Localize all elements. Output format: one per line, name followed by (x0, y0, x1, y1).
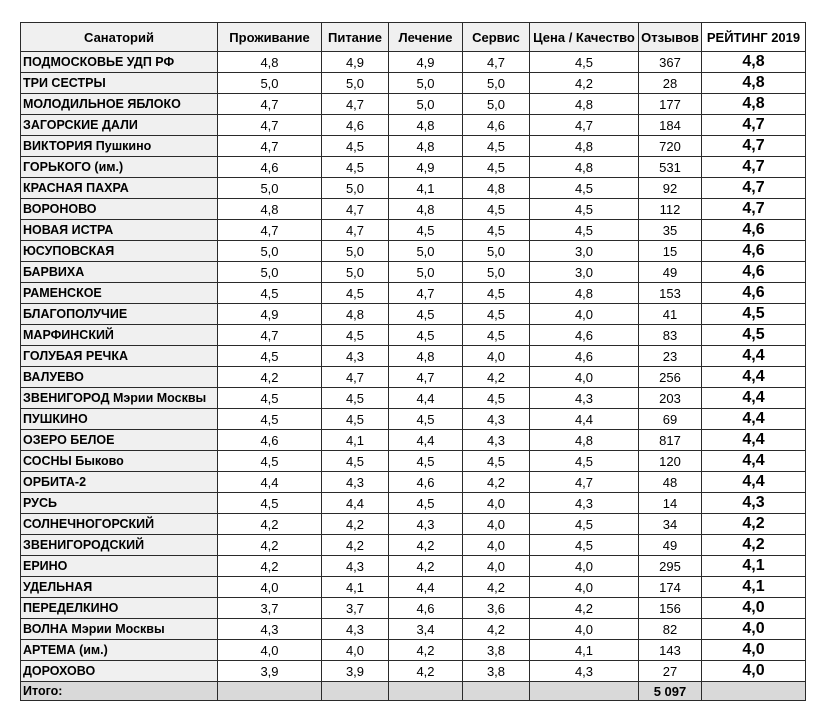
table-row (21, 472, 806, 493)
cell-service: 4,5 (463, 283, 530, 304)
cell-service: 4,0 (463, 514, 530, 535)
cell-living: 5,0 (218, 73, 322, 94)
cell-sanatorium-name: ОЗЕРО БЕЛОЕ (21, 430, 218, 451)
table-row (21, 556, 806, 577)
cell-sanatorium-name: РУСЬ (21, 493, 218, 514)
total-empty-cell (530, 682, 639, 701)
cell-service: 4,7 (463, 52, 530, 73)
cell-service: 4,0 (463, 556, 530, 577)
cell-service: 4,0 (463, 535, 530, 556)
cell-sanatorium-name: ВАЛУЕВО (21, 367, 218, 388)
cell-price-quality: 4,1 (530, 640, 639, 661)
cell-treatment: 4,5 (389, 451, 463, 472)
cell-food: 4,5 (322, 157, 389, 178)
table-row (21, 535, 806, 556)
cell-sanatorium-name: БАРВИХА (21, 262, 218, 283)
cell-rating: 4,4 (702, 346, 806, 367)
cell-price-quality: 4,5 (530, 178, 639, 199)
cell-food: 4,7 (322, 220, 389, 241)
table-row (21, 325, 806, 346)
cell-service: 4,2 (463, 367, 530, 388)
cell-reviews: 256 (639, 367, 702, 388)
cell-reviews: 69 (639, 409, 702, 430)
cell-treatment: 4,2 (389, 640, 463, 661)
cell-sanatorium-name: ВОЛНА Мэрии Москвы (21, 619, 218, 640)
cell-price-quality: 4,8 (530, 283, 639, 304)
cell-price-quality: 3,0 (530, 241, 639, 262)
cell-reviews: 174 (639, 577, 702, 598)
cell-price-quality: 4,2 (530, 598, 639, 619)
cell-reviews: 23 (639, 346, 702, 367)
cell-living: 4,2 (218, 514, 322, 535)
cell-sanatorium-name: НОВАЯ ИСТРА (21, 220, 218, 241)
cell-rating: 4,7 (702, 199, 806, 220)
cell-price-quality: 4,3 (530, 493, 639, 514)
cell-living: 4,7 (218, 220, 322, 241)
cell-price-quality: 4,0 (530, 619, 639, 640)
cell-rating: 4,4 (702, 367, 806, 388)
cell-living: 4,0 (218, 577, 322, 598)
cell-price-quality: 4,5 (530, 220, 639, 241)
cell-rating: 4,4 (702, 388, 806, 409)
cell-service: 4,8 (463, 178, 530, 199)
cell-food: 4,8 (322, 304, 389, 325)
table-row (21, 367, 806, 388)
cell-food: 4,7 (322, 367, 389, 388)
cell-service: 5,0 (463, 262, 530, 283)
table-row (21, 514, 806, 535)
cell-living: 4,5 (218, 451, 322, 472)
cell-price-quality: 4,7 (530, 115, 639, 136)
cell-service: 4,5 (463, 304, 530, 325)
cell-living: 3,7 (218, 598, 322, 619)
cell-rating: 4,6 (702, 220, 806, 241)
cell-sanatorium-name: СОСНЫ Быково (21, 451, 218, 472)
cell-reviews: 120 (639, 451, 702, 472)
table-row (21, 346, 806, 367)
cell-reviews: 34 (639, 514, 702, 535)
cell-treatment: 4,8 (389, 199, 463, 220)
table-row (21, 451, 806, 472)
cell-living: 4,5 (218, 388, 322, 409)
cell-reviews: 153 (639, 283, 702, 304)
cell-price-quality: 4,8 (530, 157, 639, 178)
table-row (21, 409, 806, 430)
cell-treatment: 4,5 (389, 493, 463, 514)
cell-reviews: 184 (639, 115, 702, 136)
cell-food: 4,9 (322, 52, 389, 73)
cell-reviews: 15 (639, 241, 702, 262)
cell-reviews: 143 (639, 640, 702, 661)
cell-living: 4,6 (218, 430, 322, 451)
cell-food: 4,5 (322, 325, 389, 346)
cell-treatment: 4,5 (389, 304, 463, 325)
table-row (21, 178, 806, 199)
cell-price-quality: 4,5 (530, 199, 639, 220)
cell-living: 4,2 (218, 367, 322, 388)
cell-living: 5,0 (218, 262, 322, 283)
cell-living: 3,9 (218, 661, 322, 682)
table-row (21, 661, 806, 682)
cell-reviews: 177 (639, 94, 702, 115)
cell-rating: 4,7 (702, 178, 806, 199)
table-row (21, 241, 806, 262)
cell-rating: 4,6 (702, 241, 806, 262)
table-row (21, 493, 806, 514)
table-row (21, 199, 806, 220)
cell-reviews: 49 (639, 262, 702, 283)
cell-sanatorium-name: ГОЛУБАЯ РЕЧКА (21, 346, 218, 367)
cell-price-quality: 4,7 (530, 472, 639, 493)
cell-price-quality: 4,5 (530, 52, 639, 73)
cell-food: 5,0 (322, 241, 389, 262)
cell-reviews: 27 (639, 661, 702, 682)
cell-food: 4,1 (322, 430, 389, 451)
cell-rating: 4,1 (702, 577, 806, 598)
cell-living: 4,2 (218, 556, 322, 577)
cell-living: 4,6 (218, 157, 322, 178)
cell-food: 4,3 (322, 346, 389, 367)
cell-food: 4,5 (322, 409, 389, 430)
cell-service: 4,0 (463, 346, 530, 367)
cell-food: 4,5 (322, 136, 389, 157)
cell-food: 4,3 (322, 619, 389, 640)
cell-treatment: 5,0 (389, 73, 463, 94)
cell-service: 4,2 (463, 577, 530, 598)
cell-service: 5,0 (463, 73, 530, 94)
cell-sanatorium-name: БЛАГОПОЛУЧИЕ (21, 304, 218, 325)
cell-reviews: 112 (639, 199, 702, 220)
cell-reviews: 203 (639, 388, 702, 409)
cell-living: 4,0 (218, 640, 322, 661)
cell-reviews: 14 (639, 493, 702, 514)
cell-sanatorium-name: ОРБИТА-2 (21, 472, 218, 493)
cell-living: 4,2 (218, 535, 322, 556)
cell-reviews: 367 (639, 52, 702, 73)
table-row (21, 115, 806, 136)
cell-treatment: 4,5 (389, 409, 463, 430)
cell-sanatorium-name: РАМЕНСКОЕ (21, 283, 218, 304)
cell-rating: 4,0 (702, 661, 806, 682)
cell-sanatorium-name: ЗАГОРСКИЕ ДАЛИ (21, 115, 218, 136)
cell-service: 4,5 (463, 451, 530, 472)
cell-price-quality: 4,4 (530, 409, 639, 430)
cell-service: 4,5 (463, 220, 530, 241)
total-reviews: 5 097 (639, 682, 702, 701)
header-sanatorium: Санаторий (21, 23, 218, 52)
table-row (21, 136, 806, 157)
cell-treatment: 4,4 (389, 430, 463, 451)
cell-treatment: 4,8 (389, 115, 463, 136)
cell-living: 4,7 (218, 325, 322, 346)
cell-living: 4,5 (218, 409, 322, 430)
cell-reviews: 49 (639, 535, 702, 556)
cell-living: 4,7 (218, 94, 322, 115)
table-row (21, 388, 806, 409)
total-empty-cell (322, 682, 389, 701)
cell-treatment: 4,5 (389, 325, 463, 346)
table-row (21, 94, 806, 115)
header-reviews: Отзывов (639, 23, 702, 52)
table-row (21, 619, 806, 640)
cell-service: 4,6 (463, 115, 530, 136)
cell-rating: 4,2 (702, 514, 806, 535)
cell-treatment: 4,4 (389, 388, 463, 409)
cell-rating: 4,5 (702, 325, 806, 346)
cell-treatment: 4,4 (389, 577, 463, 598)
header-price-quality: Цена / Качество (530, 23, 639, 52)
cell-food: 3,7 (322, 598, 389, 619)
total-empty-cell (218, 682, 322, 701)
cell-treatment: 4,8 (389, 136, 463, 157)
cell-food: 5,0 (322, 262, 389, 283)
cell-rating: 4,3 (702, 493, 806, 514)
cell-rating: 4,0 (702, 619, 806, 640)
cell-reviews: 41 (639, 304, 702, 325)
cell-reviews: 720 (639, 136, 702, 157)
cell-treatment: 4,7 (389, 283, 463, 304)
cell-treatment: 5,0 (389, 262, 463, 283)
cell-reviews: 156 (639, 598, 702, 619)
cell-reviews: 817 (639, 430, 702, 451)
cell-price-quality: 4,6 (530, 346, 639, 367)
cell-food: 4,2 (322, 514, 389, 535)
cell-food: 4,3 (322, 472, 389, 493)
table-row (21, 262, 806, 283)
cell-price-quality: 4,8 (530, 136, 639, 157)
cell-food: 5,0 (322, 73, 389, 94)
header-living: Проживание (218, 23, 322, 52)
cell-reviews: 295 (639, 556, 702, 577)
cell-service: 3,8 (463, 640, 530, 661)
cell-sanatorium-name: МАРФИНСКИЙ (21, 325, 218, 346)
cell-sanatorium-name: ЗВЕНИГОРОДСКИЙ (21, 535, 218, 556)
cell-reviews: 531 (639, 157, 702, 178)
cell-treatment: 4,6 (389, 472, 463, 493)
cell-price-quality: 4,6 (530, 325, 639, 346)
cell-service: 4,3 (463, 430, 530, 451)
cell-rating: 4,1 (702, 556, 806, 577)
cell-living: 4,3 (218, 619, 322, 640)
cell-service: 4,2 (463, 619, 530, 640)
cell-treatment: 4,2 (389, 535, 463, 556)
cell-service: 4,2 (463, 472, 530, 493)
cell-price-quality: 4,2 (530, 73, 639, 94)
cell-price-quality: 4,3 (530, 661, 639, 682)
table-row (21, 598, 806, 619)
cell-service: 4,3 (463, 409, 530, 430)
cell-rating: 4,7 (702, 157, 806, 178)
cell-rating: 4,8 (702, 73, 806, 94)
cell-service: 5,0 (463, 241, 530, 262)
cell-rating: 4,7 (702, 115, 806, 136)
cell-price-quality: 4,8 (530, 94, 639, 115)
cell-sanatorium-name: ПУШКИНО (21, 409, 218, 430)
header-rating: РЕЙТИНГ 2019 (702, 23, 806, 52)
cell-living: 4,5 (218, 346, 322, 367)
cell-food: 4,5 (322, 388, 389, 409)
cell-treatment: 4,3 (389, 514, 463, 535)
cell-rating: 4,6 (702, 262, 806, 283)
cell-food: 4,5 (322, 451, 389, 472)
cell-reviews: 48 (639, 472, 702, 493)
cell-price-quality: 4,0 (530, 556, 639, 577)
cell-price-quality: 4,0 (530, 367, 639, 388)
cell-rating: 4,4 (702, 472, 806, 493)
header-row (21, 23, 806, 52)
cell-reviews: 35 (639, 220, 702, 241)
cell-service: 4,5 (463, 136, 530, 157)
cell-service: 4,5 (463, 325, 530, 346)
cell-living: 4,5 (218, 283, 322, 304)
cell-rating: 4,4 (702, 451, 806, 472)
cell-reviews: 28 (639, 73, 702, 94)
cell-treatment: 5,0 (389, 241, 463, 262)
cell-service: 3,6 (463, 598, 530, 619)
cell-treatment: 4,2 (389, 661, 463, 682)
cell-food: 4,6 (322, 115, 389, 136)
table-row (21, 640, 806, 661)
table-row (21, 283, 806, 304)
cell-treatment: 3,4 (389, 619, 463, 640)
cell-sanatorium-name: АРТЕМА (им.) (21, 640, 218, 661)
cell-living: 4,8 (218, 52, 322, 73)
header-treatment: Лечение (389, 23, 463, 52)
cell-service: 4,5 (463, 388, 530, 409)
table-body (21, 52, 806, 682)
cell-living: 4,5 (218, 493, 322, 514)
cell-sanatorium-name: ГОРЬКОГО (им.) (21, 157, 218, 178)
cell-price-quality: 4,8 (530, 430, 639, 451)
cell-sanatorium-name: ПОДМОСКОВЬЕ УДП РФ (21, 52, 218, 73)
cell-treatment: 4,6 (389, 598, 463, 619)
cell-treatment: 4,7 (389, 367, 463, 388)
cell-food: 4,3 (322, 556, 389, 577)
cell-living: 5,0 (218, 241, 322, 262)
table-row (21, 430, 806, 451)
cell-food: 4,7 (322, 94, 389, 115)
cell-sanatorium-name: ЗВЕНИГОРОД Мэрии Москвы (21, 388, 218, 409)
cell-rating: 4,4 (702, 430, 806, 451)
table-row (21, 577, 806, 598)
cell-living: 5,0 (218, 178, 322, 199)
total-label: Итого: (21, 682, 218, 701)
table-row (21, 73, 806, 94)
cell-rating: 4,2 (702, 535, 806, 556)
cell-sanatorium-name: ЕРИНО (21, 556, 218, 577)
cell-sanatorium-name: ВИКТОРИЯ Пушкино (21, 136, 218, 157)
cell-sanatorium-name: ЮСУПОВСКАЯ (21, 241, 218, 262)
cell-price-quality: 4,0 (530, 577, 639, 598)
cell-sanatorium-name: ВОРОНОВО (21, 199, 218, 220)
cell-food: 5,0 (322, 178, 389, 199)
cell-treatment: 4,8 (389, 346, 463, 367)
cell-living: 4,7 (218, 136, 322, 157)
cell-service: 4,5 (463, 199, 530, 220)
header-service: Сервис (463, 23, 530, 52)
cell-rating: 4,0 (702, 640, 806, 661)
cell-sanatorium-name: УДЕЛЬНАЯ (21, 577, 218, 598)
cell-sanatorium-name: ДОРОХОВО (21, 661, 218, 682)
header-food: Питание (322, 23, 389, 52)
table-row (21, 52, 806, 73)
cell-food: 4,5 (322, 283, 389, 304)
table-row (21, 220, 806, 241)
cell-treatment: 4,2 (389, 556, 463, 577)
cell-rating: 4,0 (702, 598, 806, 619)
cell-sanatorium-name: МОЛОДИЛЬНОЕ ЯБЛОКО (21, 94, 218, 115)
cell-reviews: 92 (639, 178, 702, 199)
cell-treatment: 4,5 (389, 220, 463, 241)
cell-living: 4,8 (218, 199, 322, 220)
cell-price-quality: 4,5 (530, 451, 639, 472)
cell-rating: 4,6 (702, 283, 806, 304)
cell-living: 4,7 (218, 115, 322, 136)
total-row (21, 682, 806, 701)
cell-rating: 4,7 (702, 136, 806, 157)
cell-price-quality: 4,5 (530, 535, 639, 556)
cell-sanatorium-name: СОЛНЕЧНОГОРСКИЙ (21, 514, 218, 535)
cell-food: 4,1 (322, 577, 389, 598)
cell-price-quality: 4,5 (530, 514, 639, 535)
cell-treatment: 4,9 (389, 157, 463, 178)
cell-reviews: 82 (639, 619, 702, 640)
cell-service: 4,5 (463, 157, 530, 178)
cell-living: 4,4 (218, 472, 322, 493)
sanatorium-rating-table (20, 22, 806, 701)
cell-sanatorium-name: ТРИ СЕСТРЫ (21, 73, 218, 94)
total-empty-cell (389, 682, 463, 701)
cell-price-quality: 3,0 (530, 262, 639, 283)
cell-service: 3,8 (463, 661, 530, 682)
cell-food: 4,7 (322, 199, 389, 220)
cell-sanatorium-name: КРАСНАЯ ПАХРА (21, 178, 218, 199)
cell-food: 3,9 (322, 661, 389, 682)
total-empty-cell (463, 682, 530, 701)
cell-rating: 4,5 (702, 304, 806, 325)
cell-service: 5,0 (463, 94, 530, 115)
total-empty-cell (702, 682, 806, 701)
cell-treatment: 5,0 (389, 94, 463, 115)
table-row (21, 157, 806, 178)
cell-price-quality: 4,3 (530, 388, 639, 409)
cell-service: 4,0 (463, 493, 530, 514)
cell-treatment: 4,9 (389, 52, 463, 73)
cell-rating: 4,8 (702, 94, 806, 115)
cell-living: 4,9 (218, 304, 322, 325)
cell-food: 4,0 (322, 640, 389, 661)
cell-rating: 4,8 (702, 52, 806, 73)
cell-food: 4,2 (322, 535, 389, 556)
cell-price-quality: 4,0 (530, 304, 639, 325)
cell-treatment: 4,1 (389, 178, 463, 199)
cell-food: 4,4 (322, 493, 389, 514)
cell-sanatorium-name: ПЕРЕДЕЛКИНО (21, 598, 218, 619)
table-row (21, 304, 806, 325)
cell-reviews: 83 (639, 325, 702, 346)
cell-rating: 4,4 (702, 409, 806, 430)
